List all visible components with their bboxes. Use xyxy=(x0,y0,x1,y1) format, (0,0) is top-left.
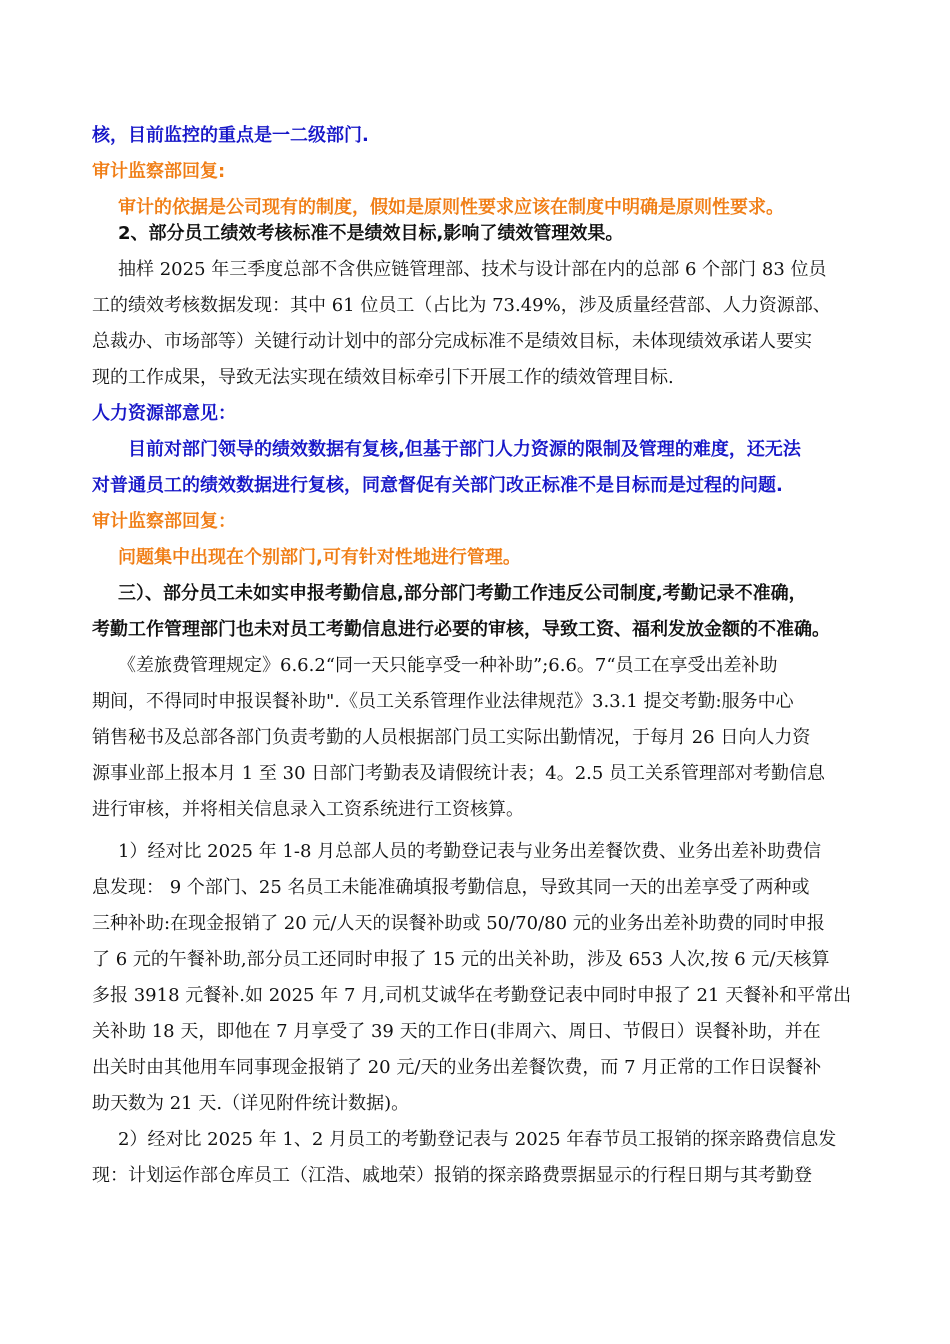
audit-reply-heading: 审计监察部回复： xyxy=(92,511,236,532)
body-paragraph-line: 总裁办、市场部等）关键行动计划中的部分完成标准不是绩效目标，未体现绩效承诺人要实 xyxy=(92,331,812,352)
audit-reply-text: 问题集中出现在个别部门,可有针对性地进行管理。 xyxy=(118,547,521,568)
audit-reply-heading: 审计监察部回复: xyxy=(92,161,226,182)
body-paragraph-line: 销售秘书及总部各部门负责考勤的人员根据部门员工实际出勤情况，于每月 26 日向人力资 xyxy=(92,727,811,748)
audit-reply-text: 审计的依据是公司现有的制度，假如是原则性要求应该在制度中明确是原则性要求。 xyxy=(118,197,784,218)
body-paragraph-line: 源事业部上报本月 1 至 30 日部门考勤表及请假统计表；4。2.5 员工关系管理部对考勤信息 xyxy=(92,763,826,784)
body-paragraph-line: 现：计划运作部仓库员工（江浩、戚地荣）报销的探亲路费票据显示的行程日期与其考勤登 xyxy=(92,1165,812,1186)
body-paragraph-line: 多报 3918 元餐补.如 2025 年 7 月,司机艾诚华在考勤登记表中同时申报了 21 天餐补和平常出 xyxy=(92,985,852,1006)
hr-opinion-heading: 人力资源部意见： xyxy=(92,403,236,424)
body-paragraph-line: 期间，不得同时申报误餐补助".《员工关系管理作业法律规范》3.3.1 提交考勤:服务中心 xyxy=(92,691,794,712)
body-paragraph-line: 了 6 元的午餐补助,部分员工还同时申报了 15 元的出关补助，涉及 653 人次,按 6 元/天核算 xyxy=(92,949,830,970)
body-paragraph-line: 《差旅费管理规定》6.6.2“同一天只能享受一种补助”;6.6。7“员工在享受出差补助 xyxy=(118,655,778,676)
finding-3-heading: 考勤工作管理部门也未对员工考勤信息进行必要的审核，导致工资、福利发放金额的不准确。 xyxy=(92,619,830,640)
finding-2-heading: 2、部分员工绩效考核标准不是绩效目标,影响了绩效管理效果。 xyxy=(118,223,624,244)
body-paragraph-line: 工的绩效考核数据发现：其中 61 位员工（占比为 73.49%，涉及质量经营部、人力资源部、 xyxy=(92,295,831,316)
hr-opinion-continuation: 核，目前监控的重点是一二级部门. xyxy=(92,125,369,146)
body-paragraph-line: 1）经对比 2025 年 1-8 月总部人员的考勤登记表与业务出差餐饮费、业务出差补助费信 xyxy=(118,841,822,862)
body-paragraph-line: 现的工作成果，导致无法实现在绩效目标牵引下开展工作的绩效管理目标. xyxy=(92,367,674,388)
body-paragraph-line: 助天数为 21 天.（详见附件统计数据)。 xyxy=(92,1093,410,1114)
hr-opinion-text: 对普通员工的绩效数据进行复核，同意督促有关部门改正标准不是目标而是过程的问题. xyxy=(92,475,783,496)
body-paragraph-line: 关补助 18 天，即他在 7 月享受了 39 天的工作日(非周六、周日、节假日）误餐补助，并在 xyxy=(92,1021,821,1042)
body-paragraph-line: 三种补助:在现金报销了 20 元/人天的误餐补助或 50/70/80 元的业务出差补助费的同时申报 xyxy=(92,913,825,934)
body-paragraph-line: 息发现： 9 个部门、25 名员工未能准确填报考勤信息，导致其同一天的出差享受了两种或 xyxy=(92,877,810,898)
body-paragraph-line: 2）经对比 2025 年 1、2 月员工的考勤登记表与 2025 年春节员工报销的探亲路费信息发 xyxy=(118,1129,837,1150)
body-paragraph-line: 进行审核，并将相关信息录入工资系统进行工资核算。 xyxy=(92,799,524,820)
body-paragraph-line: 抽样 2025 年三季度总部不含供应链管理部、技术与设计部在内的总部 6 个部门 83 位员 xyxy=(118,259,827,280)
body-paragraph-line: 出关时由其他用车同事现金报销了 20 元/天的业务出差餐饮费，而 7 月正常的工作日误餐补 xyxy=(92,1057,822,1078)
finding-3-heading: 三）、部分员工未如实申报考勤信息,部分部门考勤工作违反公司制度,考勤记录不准确， xyxy=(118,583,807,604)
hr-opinion-text: 目前对部门领导的绩效数据有复核,但基于部门人力资源的限制及管理的难度，还无法 xyxy=(128,439,801,460)
